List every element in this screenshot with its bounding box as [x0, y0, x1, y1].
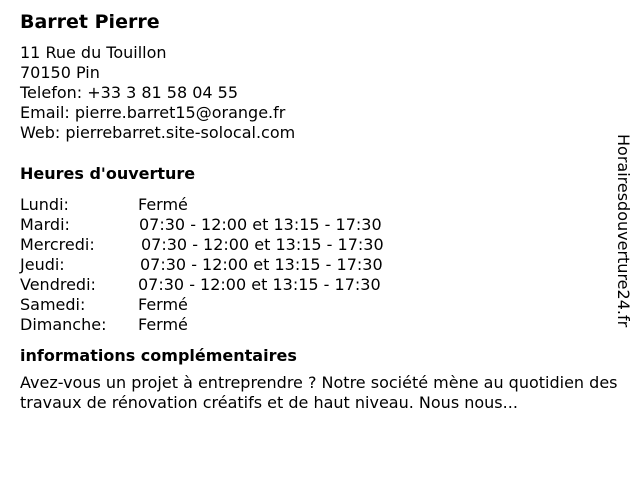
web-line: Web: pierrebarret.site-solocal.com [20, 123, 296, 142]
day-label: Mardi: [20, 215, 70, 234]
phone-line: Telefon: +33 3 81 58 04 55 [20, 83, 239, 102]
hours-row-jeudi [20, 255, 620, 275]
day-label: Dimanche: [20, 315, 107, 334]
site-watermark: Horairesdouverture24.fr [614, 134, 633, 328]
info-heading: informations complémentaires [20, 346, 297, 365]
business-listing [20, 9, 620, 413]
hours-heading: Heures d'ouverture [20, 164, 196, 183]
day-hours: 07:30 - 12:00 et 13:15 - 17:30 [141, 235, 384, 254]
day-hours: 07:30 - 12:00 et 13:15 - 17:30 [139, 215, 382, 234]
day-label: Lundi: [20, 195, 69, 214]
day-hours: 07:30 - 12:00 et 13:15 - 17:30 [138, 275, 381, 294]
day-label: Mercredi: [20, 235, 95, 254]
day-hours: Fermé [138, 295, 188, 314]
day-label: Vendredi: [20, 275, 96, 294]
postal-city: 70150 Pin [20, 63, 100, 82]
hours-row-vendredi [20, 275, 620, 295]
day-label: Samedi: [20, 295, 86, 314]
hours-row-mercredi [20, 235, 620, 255]
hours-row-dimanche [20, 315, 620, 335]
day-hours: Fermé [138, 195, 188, 214]
hours-row-mardi [20, 215, 620, 235]
hours-row-samedi [20, 295, 620, 315]
day-hours: 07:30 - 12:00 et 13:15 - 17:30 [140, 255, 383, 274]
day-hours: Fermé [138, 315, 188, 334]
day-label: Jeudi: [20, 255, 65, 274]
email-line: Email: pierre.barret15@orange.fr [20, 103, 286, 122]
street-address: 11 Rue du Touillon [20, 43, 167, 62]
hours-table [20, 195, 620, 335]
business-description: Avez-vous un projet à entreprendre ? Notre société mène au quotidien des travaux de rénovation créatifs et de haut niveau. Nous nous... [20, 373, 618, 412]
hours-row-lundi [20, 195, 620, 215]
business-name: Barret Pierre [20, 11, 160, 33]
